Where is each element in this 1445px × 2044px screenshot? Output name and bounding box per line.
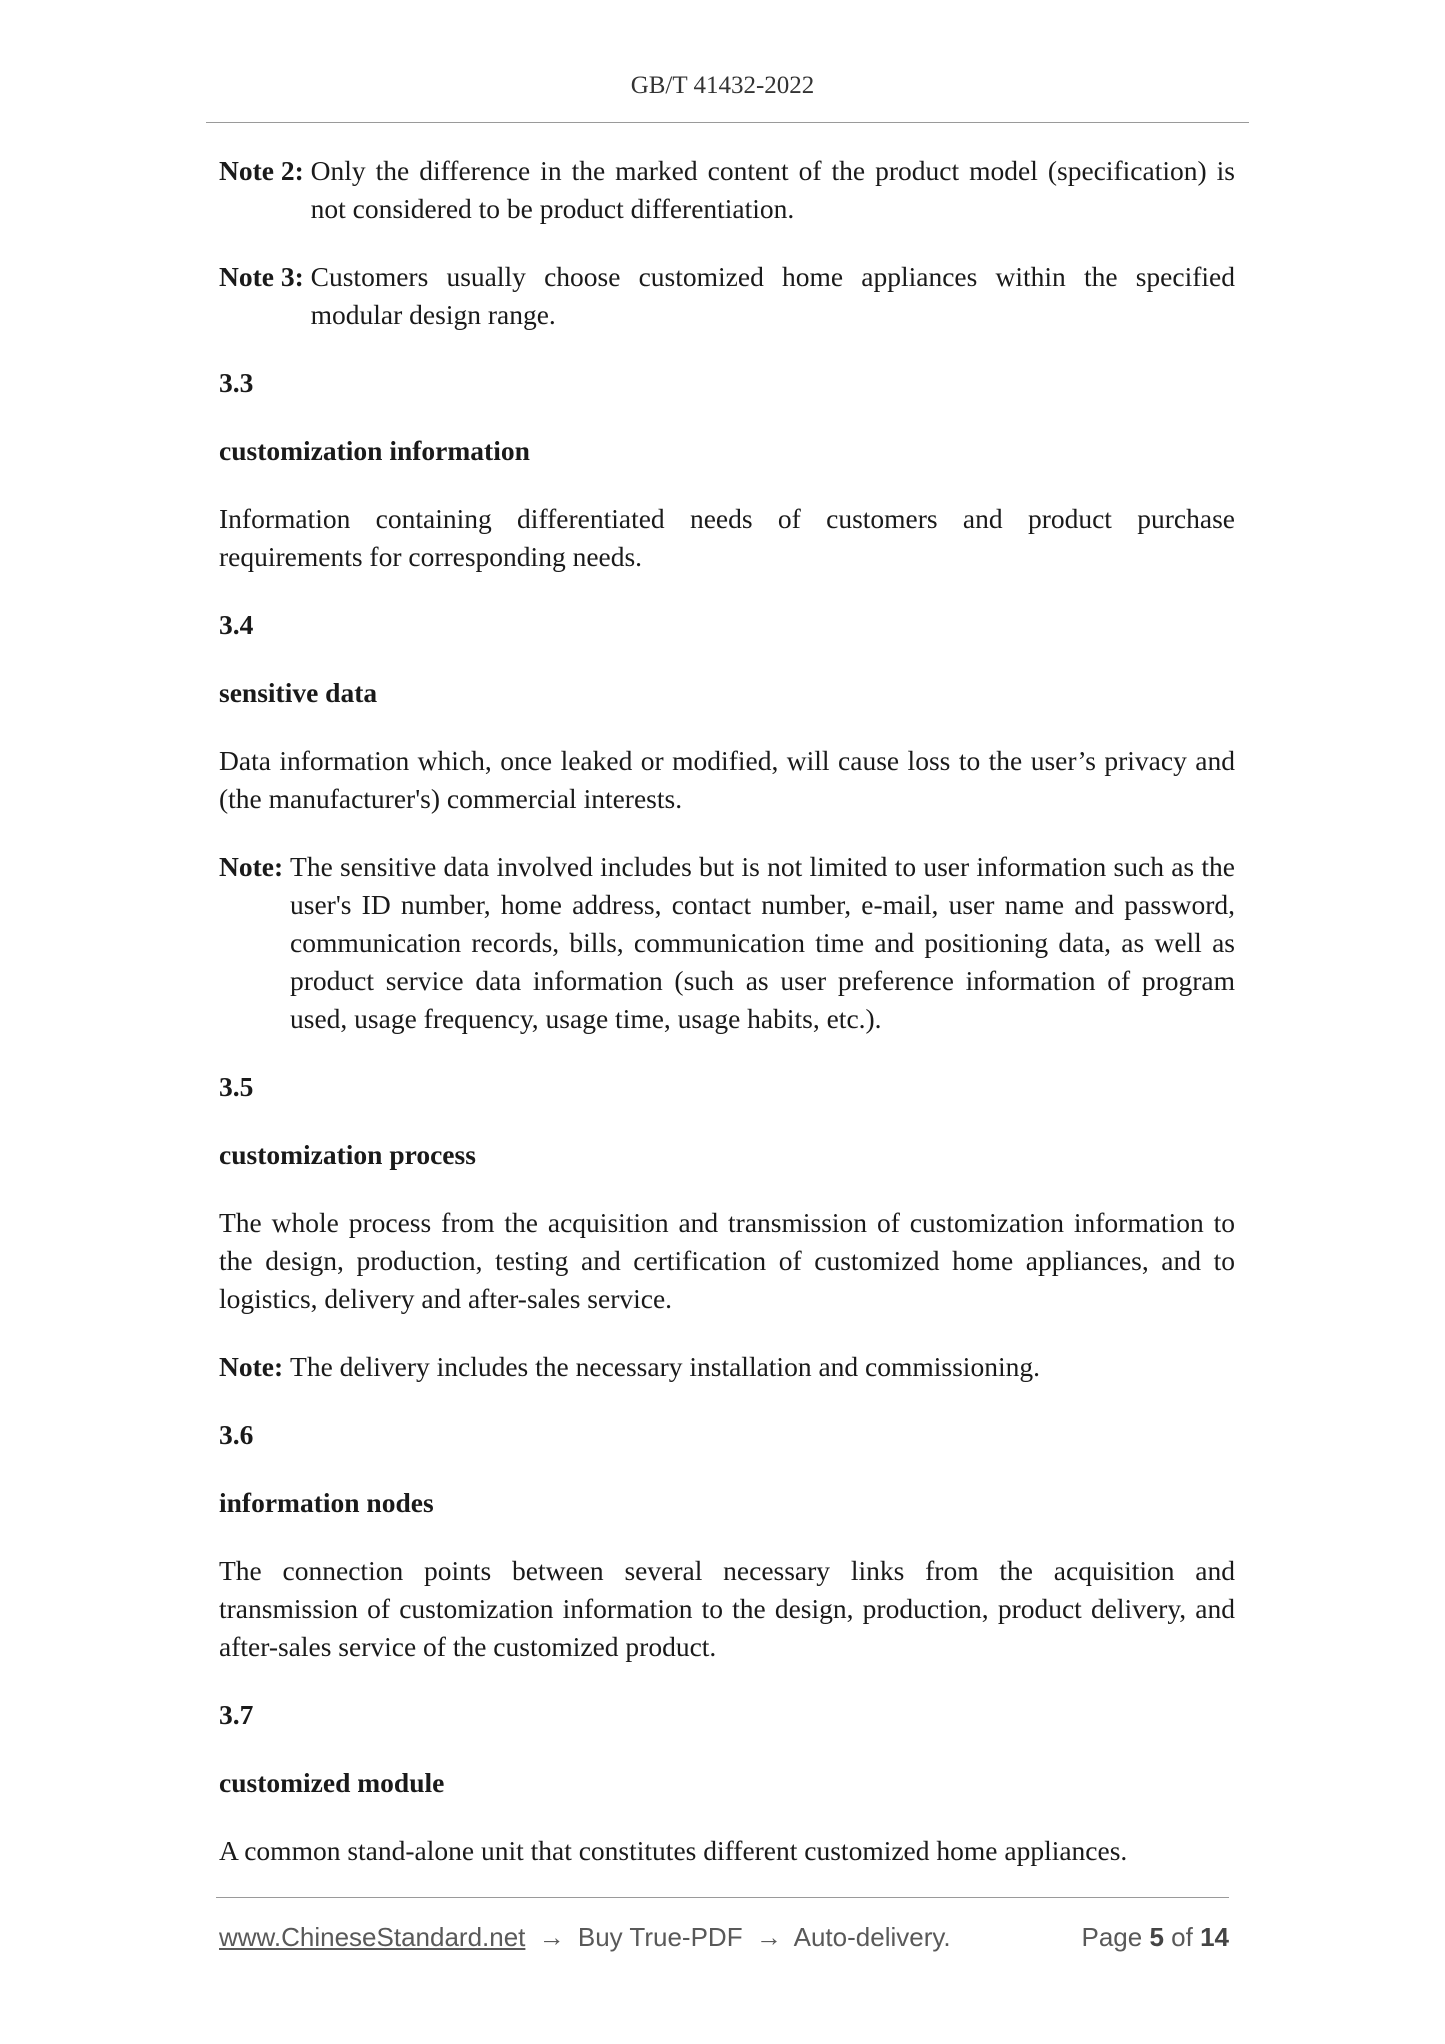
section-3-6-term: information nodes xyxy=(219,1487,434,1518)
page-content xyxy=(219,152,1235,1870)
page-current: 5 xyxy=(1149,1921,1164,1952)
section-3-4-term: sensitive data xyxy=(219,677,378,708)
arrow-right-icon: → xyxy=(755,1921,782,1952)
section-3-6-number: 3.6 xyxy=(219,1419,254,1450)
footer-step-buy: Buy True-PDF xyxy=(577,1921,743,1952)
page-footer xyxy=(219,1917,1229,1957)
footer-left xyxy=(219,1922,951,1953)
section-3-4-note-label: Note: xyxy=(219,851,291,882)
section-3-4-definition: Data information which, once leaked or modified, will cause loss to the user’s privacy and (the manufacturer's) commercial interests. xyxy=(219,745,1235,814)
section-3-5-note xyxy=(219,1348,1235,1386)
section-3-5-note-text: The delivery includes the necessary installation and commissioning. xyxy=(290,1351,1040,1382)
section-3-4-note xyxy=(219,848,1235,1038)
section-3-5-definition: The whole process from the acquisition and transmission of customization information to the design, production, testing and certification of customized home appliances, and to logistics, delivery and after-sales service. xyxy=(219,1207,1235,1314)
section-3-5-note-label: Note: xyxy=(219,1351,291,1382)
page-total: 14 xyxy=(1200,1921,1229,1952)
section-3-4-number: 3.4 xyxy=(219,609,254,640)
note-3 xyxy=(219,258,1235,334)
section-3-6-definition: The connection points between several necessary links from the acquisition and transmission of customization information to the design, production, product delivery, and after-sales service of the customized product. xyxy=(219,1555,1235,1662)
standard-number: GB/T 41432-2022 xyxy=(630,72,815,99)
document-header xyxy=(0,72,1445,100)
page-of: of xyxy=(1171,1921,1193,1952)
footer-divider xyxy=(216,1897,1229,1898)
section-3-5-term: customization process xyxy=(219,1139,476,1170)
website-link[interactable]: www.ChineseStandard.net xyxy=(219,1921,526,1952)
section-3-7-number: 3.7 xyxy=(219,1699,254,1730)
arrow-right-icon: → xyxy=(538,1921,565,1952)
note-2 xyxy=(219,152,1235,228)
note-3-label: Note 3: xyxy=(219,261,311,292)
section-3-4-note-text: The sensitive data involved includes but is not limited to user information such as the user's ID number, home address, contact number, e-mail, user name and password, communication records, bills, communication time and positioning data, as well as product service data information (such as user preference information of program used, usage frequency, usage time, usage habits, etc.). xyxy=(290,851,1235,1034)
section-3-3-term: customization information xyxy=(219,435,530,466)
section-3-7-definition: A common stand-alone unit that constitutes different customized home appliances. xyxy=(219,1835,1128,1866)
section-3-3-number: 3.3 xyxy=(219,367,254,398)
section-3-3-definition: Information containing differentiated needs of customers and product purchase requirements for corresponding needs. xyxy=(219,503,1235,572)
note-2-label: Note 2: xyxy=(219,155,311,186)
note-2-text: Only the difference in the marked content of the product model (specification) is not considered to be product differentiation. xyxy=(310,155,1235,224)
note-3-text: Customers usually choose customized home appliances within the specified modular design range. xyxy=(310,261,1235,330)
section-3-7-term: customized module xyxy=(219,1767,445,1798)
page-word: Page xyxy=(1081,1921,1143,1952)
footer-step-delivery: Auto-delivery. xyxy=(793,1921,951,1952)
section-3-5-number: 3.5 xyxy=(219,1071,254,1102)
header-divider xyxy=(206,122,1249,123)
page-indicator xyxy=(1081,1922,1229,1953)
